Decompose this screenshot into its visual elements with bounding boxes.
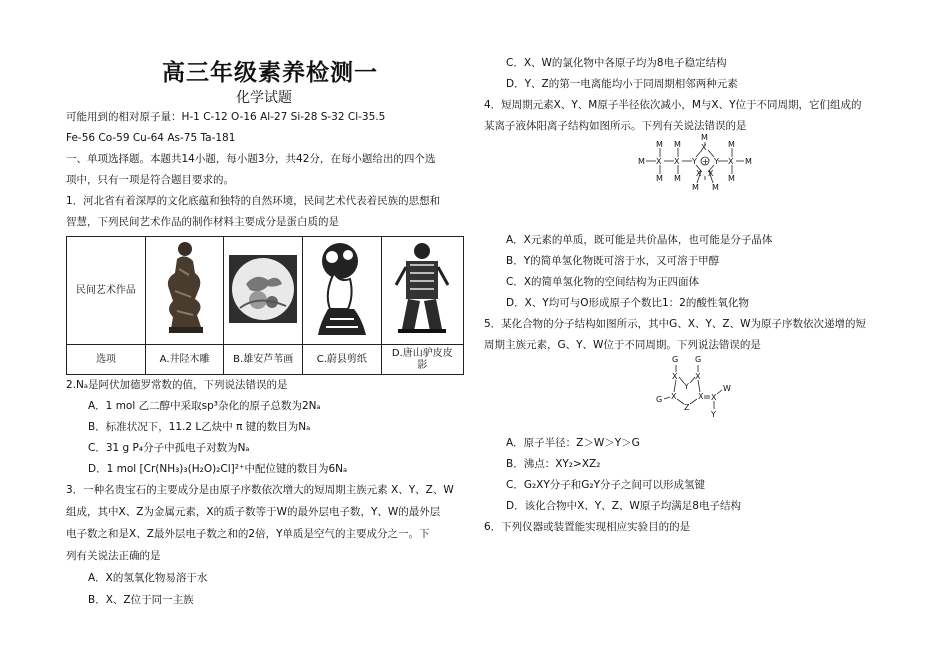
option-d-line-1: D.唐山驴皮皮 bbox=[391, 347, 453, 359]
image-reed-painting bbox=[224, 237, 303, 345]
atom-m: M bbox=[701, 133, 708, 142]
q5-stem-2: 周期主族元素，G、Y、W位于不同周期。下列说法错误的是 bbox=[484, 339, 761, 351]
shadow-puppet-picture bbox=[392, 239, 452, 339]
atomic-masses-line-2: Fe-56 Co-59 Cu-64 As-75 Ta-181 bbox=[66, 132, 236, 144]
wood-carving-picture bbox=[155, 239, 215, 339]
option-a: A.井陉木雕 bbox=[145, 345, 223, 375]
paper-cutting-picture bbox=[310, 239, 374, 339]
q2-stem: 2.Nₐ是阿伏加德罗常数的值，下列说法错误的是 bbox=[66, 379, 288, 391]
atom-y: Y bbox=[684, 382, 689, 391]
atom-x: X bbox=[708, 169, 714, 178]
atom-z: Z bbox=[684, 403, 690, 412]
q3-option-a: A．X的氢氧化物易溶于水 bbox=[88, 572, 208, 584]
q5-option-b: B．沸点：XY₂>XZ₂ bbox=[506, 458, 601, 470]
option-b: B.雄安芦苇画 bbox=[224, 345, 303, 375]
q2-option-a: A．1 mol 乙二醇中采取sp³杂化的原子总数为2Nₐ bbox=[88, 400, 321, 412]
atom-y: Y bbox=[714, 157, 719, 166]
q4-option-a: A．X元素的单质，既可能是共价晶体，也可能是分子晶体 bbox=[506, 234, 773, 246]
atom-y: Y bbox=[692, 157, 697, 166]
atom-x: X bbox=[674, 157, 680, 166]
atom-g: G bbox=[656, 395, 663, 404]
atom-m: M bbox=[656, 174, 663, 183]
atom-m: M bbox=[674, 174, 681, 183]
q2-option-d: D．1 mol [Cr(NH₃)₃(H₂O)₂Cl]²⁺中配位键的数目为6Nₐ bbox=[88, 463, 348, 475]
atom-m: M bbox=[712, 183, 719, 192]
atom-m: M bbox=[656, 140, 663, 149]
atom-m: M bbox=[745, 157, 752, 166]
q1-stem-1: 1．河北省有着深厚的文化底蕴和独特的自然环境，民间艺术代表着民族的思想和 bbox=[66, 195, 441, 207]
q4-option-d: D．X、Y均可与O形成原子个数比1：2的酸性氧化物 bbox=[506, 297, 749, 309]
row-label-options: 选项 bbox=[67, 345, 146, 375]
q3-option-d: D．Y、Z的第一电离能均小于同周期相邻两种元素 bbox=[506, 78, 738, 90]
atom-g: G bbox=[672, 355, 679, 364]
atom-m: M bbox=[728, 174, 735, 183]
atom-x: X bbox=[701, 143, 707, 152]
atom-m: M bbox=[674, 140, 681, 149]
subject-title: 化学试题 bbox=[236, 90, 292, 106]
q5-option-d: D．该化合物中X、Y、Z、W原子均满足8电子结构 bbox=[506, 500, 741, 512]
q5-molecule-structure bbox=[654, 354, 734, 424]
q4-option-c: C．X的简单氢化物的空间结构为正四面体 bbox=[506, 276, 700, 288]
atom-x: X bbox=[656, 157, 662, 166]
row-label-works: 民间艺术作品 bbox=[67, 237, 146, 345]
q4-stem-1: 4．短周期元素X、Y、M原子半径依次减小，M与X、Y位于不同周期，它们组成的 bbox=[484, 99, 862, 111]
q2-option-c: C．31 g P₄分子中孤电子对数为Nₐ bbox=[88, 442, 250, 454]
q5-option-c: C．G₂XY分子和G₂Y分子之间可以形成氢键 bbox=[506, 479, 706, 491]
q4-stem-2: 某离子液体阳离子结构如图所示。下列有关说法错误的是 bbox=[484, 120, 747, 132]
image-paper-cutting bbox=[303, 237, 382, 345]
atom-g: G bbox=[695, 355, 702, 364]
q2-option-b: B．标准状况下，11.2 L乙炔中 π 键的数目为Nₐ bbox=[88, 421, 311, 433]
option-c: C.蔚县剪纸 bbox=[303, 345, 382, 375]
q3-stem-3: 电子数之和是X、Z最外层电子数之和的2倍，Y单质是空气的主要成分之一。下 bbox=[66, 528, 430, 540]
q6-stem: 6．下列仪器或装置能实现相应实验目的的是 bbox=[484, 521, 691, 533]
atom-m: M bbox=[638, 157, 645, 166]
exam-title: 高三年级素养检测一 bbox=[162, 60, 378, 86]
option-d-line-2: 影 bbox=[417, 359, 428, 371]
section-intro-2: 项中，只有一项是符合题目要求的。 bbox=[66, 174, 234, 186]
q5-stem-1: 5．某化合物的分子结构如图所示，其中G、X、Y、Z、W为原子序数依次递增的短 bbox=[484, 318, 866, 330]
q4-cation-structure bbox=[634, 133, 756, 194]
atom-x: X bbox=[671, 392, 677, 401]
q3-option-b: B．X、Z位于同一主族 bbox=[88, 594, 194, 606]
q3-option-c: C．X、W的氯化物中各原子均为8电子稳定结构 bbox=[506, 57, 727, 69]
section-intro-1: 一、单项选择题。本题共14小题，每小题3分，共42分，在每小题给出的四个选 bbox=[66, 153, 436, 165]
atom-m: M bbox=[728, 140, 735, 149]
q5-option-a: A．原子半径：Z＞W＞Y＞G bbox=[506, 437, 640, 449]
atom-x: X bbox=[695, 372, 701, 381]
folk-art-table bbox=[66, 236, 464, 375]
q5-bond-lines bbox=[654, 354, 734, 424]
atom-m: M bbox=[692, 183, 699, 192]
q3-stem-4: 列有关说法正确的是 bbox=[66, 550, 161, 562]
atom-x: X bbox=[728, 157, 734, 166]
reed-painting-picture bbox=[228, 254, 298, 324]
image-shadow-puppet bbox=[381, 237, 463, 345]
atom-x: X bbox=[711, 393, 717, 402]
q3-stem-2: 组成，其中X、Z为金属元素，X的质子数等于W的最外层电子数，Y、W的最外层 bbox=[66, 506, 441, 518]
option-d bbox=[381, 345, 463, 375]
atom-x: X bbox=[696, 169, 702, 178]
q1-stem-2: 智慧，下列民间艺术作品的制作材料主要成分是蛋白质的是 bbox=[66, 216, 339, 228]
image-wood-carving bbox=[145, 237, 223, 345]
atom-w: W bbox=[723, 384, 731, 393]
atom-y: Y bbox=[711, 410, 716, 419]
atom-plus: + bbox=[702, 157, 709, 166]
atom-x: X bbox=[672, 372, 678, 381]
atom-x: X bbox=[698, 392, 704, 401]
atomic-masses-line-1: 可能用到的相对原子量：H-1 C-12 O-16 Al-27 Si-28 S-32 Cl-35.5 bbox=[66, 111, 386, 123]
q4-option-b: B．Y的简单氢化物既可溶于水，又可溶于甲醇 bbox=[506, 255, 720, 267]
q3-stem-1: 3．一种名贵宝石的主要成分是由原子序数依次增大的短周期主族元素 X、Y、Z、W bbox=[66, 484, 454, 496]
